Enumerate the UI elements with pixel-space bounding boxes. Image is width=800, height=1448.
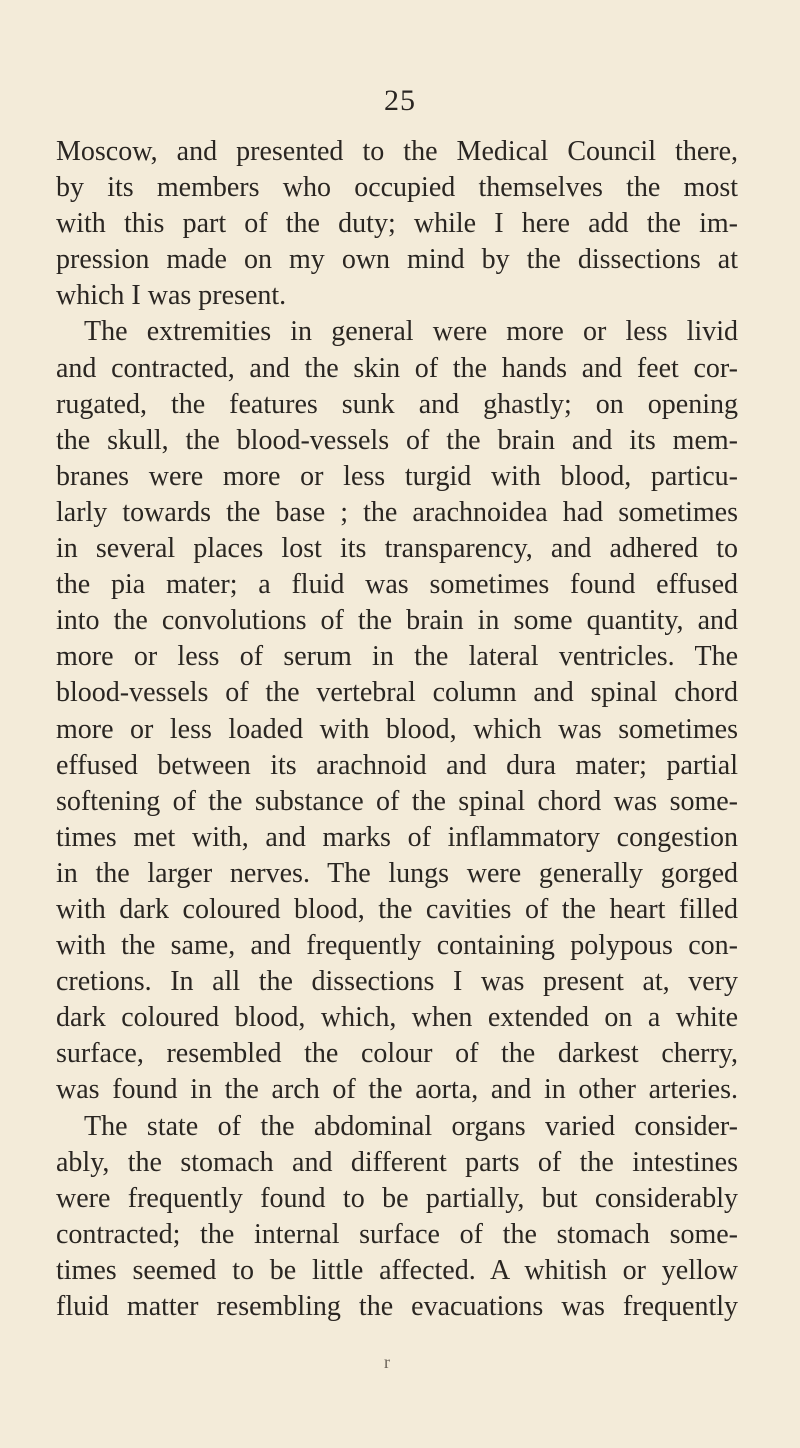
text-line: larly towards the base ; the arachnoidea had sometimes xyxy=(56,496,738,528)
text-line: with dark coloured blood, the cavities of the heart filled xyxy=(56,893,738,925)
text-line: into the convolutions of the brain in some quantity, and xyxy=(56,605,738,637)
text-line: with the same, and frequently containing polypous con- xyxy=(56,930,738,962)
text-line: The extremities in general were more or less livid xyxy=(84,316,738,348)
text-line: times met with, and marks of inflammatory congestion xyxy=(56,821,738,853)
text-line: rugated, the features sunk and ghastly; on opening xyxy=(56,388,738,420)
text-line: fluid matter resembling the evacuations was frequently xyxy=(56,1291,738,1322)
text-line: was found in the arch of the aorta, and in other arteries. xyxy=(56,1074,738,1106)
text-line: The state of the abdominal organs varied consider- xyxy=(84,1110,738,1142)
text-line: were frequently found to be partially, but considerably xyxy=(56,1182,738,1214)
text-line: blood-vessels of the vertebral column and spinal chord xyxy=(56,677,738,709)
text-line: surface, resembled the colour of the darkest cherry, xyxy=(56,1038,738,1070)
text-line: more or less of serum in the lateral ventricles. The xyxy=(56,641,738,673)
text-line: ably, the stomach and different parts of the intestines xyxy=(56,1146,738,1178)
text-line: by its members who occupied themselves the most xyxy=(56,172,738,204)
text-line: with this part of the duty; while I here add the im- xyxy=(56,208,738,240)
text-line: effused between its arachnoid and dura mater; partial xyxy=(56,749,738,781)
text-line: contracted; the internal surface of the stomach some- xyxy=(56,1218,738,1250)
text-line: times seemed to be little affected. A whitish or yellow xyxy=(56,1254,738,1286)
text-line: the pia mater; a fluid was sometimes found effused xyxy=(56,569,738,601)
page-number: 25 xyxy=(384,84,416,117)
text-line: branes were more or less turgid with blood, particu- xyxy=(56,460,738,492)
text-line: more or less loaded with blood, which was sometimes xyxy=(56,713,738,745)
text-line: pression made on my own mind by the dissections at xyxy=(56,244,738,276)
body-text xyxy=(56,134,738,1325)
text-line: and contracted, and the skin of the hands and feet cor- xyxy=(56,352,738,384)
text-line: dark coloured blood, which, when extended on a white xyxy=(56,1002,738,1034)
text-line: in several places lost its transparency, and adhered to xyxy=(56,533,738,565)
text-line: which I was present. xyxy=(56,280,287,312)
text-line: in the larger nerves. The lungs were generally gorged xyxy=(56,857,738,889)
text-line: Moscow, and presented to the Medical Council there, xyxy=(56,136,738,167)
text-line: softening of the substance of the spinal chord was some- xyxy=(56,785,738,817)
text-line: cretions. In all the dissections I was present at, very xyxy=(56,966,738,998)
signature-mark: r xyxy=(384,1352,390,1372)
text-line: the skull, the blood-vessels of the brain and its mem- xyxy=(56,424,738,456)
